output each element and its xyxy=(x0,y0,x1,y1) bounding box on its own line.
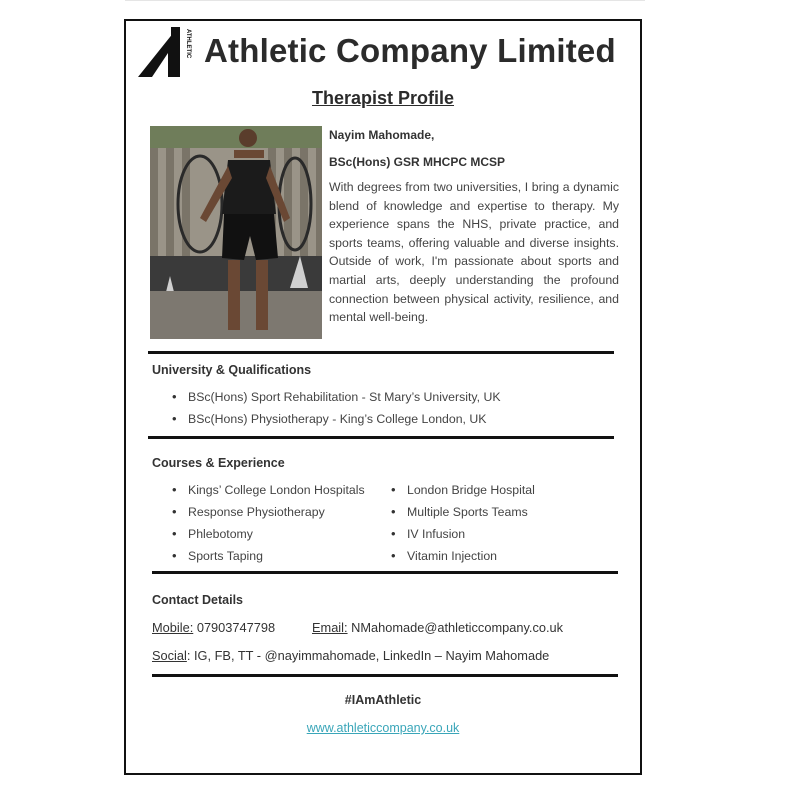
experience-item: • Multiple Sports Teams xyxy=(407,505,528,519)
therapist-bio: With degrees from two universities, I bring a dynamic blend of knowledge and expertise to therapy. My experience spans the NHS, private practice, and sports teams, offering valuable and diverse insights. Outside of work, I'm passionate about sports and martial arts, deeply understanding the profound connection between physical activity, resilience, and mental well-being. xyxy=(329,180,619,325)
mobile-label: Mobile: xyxy=(152,620,194,635)
experience-item: • Response Physiotherapy xyxy=(188,505,325,519)
qualification-item: • BSc(Hons) Physiotherapy - King’s College London, UK xyxy=(188,412,486,426)
qualifications-heading: University & Qualifications xyxy=(152,363,312,377)
section-divider xyxy=(148,436,614,439)
section-divider xyxy=(152,674,618,677)
mobile-number: 07903747798 xyxy=(196,620,276,635)
website-link[interactable]: www.athleticcompany.co.uk xyxy=(306,721,460,735)
hashtag: #IAmAthletic xyxy=(344,693,422,707)
experience-item: • Phlebotomy xyxy=(188,527,253,541)
experience-item: • Vitamin Injection xyxy=(407,549,497,563)
therapist-photo xyxy=(150,126,322,339)
page-title: Therapist Profile xyxy=(311,88,455,108)
experience-item: • Kings’ College London Hospitals xyxy=(188,483,365,497)
company-name: Athletic Company Limited xyxy=(204,32,616,69)
experience-heading: Courses & Experience xyxy=(152,456,285,470)
social-label: Social xyxy=(152,648,187,663)
therapist-name: Nayim Mahomade, xyxy=(329,128,435,142)
profile-document xyxy=(124,19,642,775)
athletic-logo xyxy=(138,27,190,77)
email-label: Email: xyxy=(312,620,348,635)
social-line xyxy=(152,648,549,663)
experience-item: • Sports Taping xyxy=(188,549,263,563)
experience-item: • London Bridge Hospital xyxy=(407,483,535,497)
contact-heading: Contact Details xyxy=(152,593,243,607)
social-handles: : IG, FB, TT - @nayimmahomade, LinkedIn – Nayim Mahomade xyxy=(186,648,550,663)
therapist-credentials: BSc(Hons) GSR MHCPC MCSP xyxy=(329,155,506,169)
section-divider xyxy=(148,351,614,354)
top-edge-line xyxy=(125,0,645,1)
email-address: NMahomade@athleticcompany.co.uk xyxy=(351,620,564,635)
section-divider xyxy=(152,571,618,574)
experience-item: • IV Infusion xyxy=(407,527,465,541)
qualification-item: • BSc(Hons) Sport Rehabilitation - St Mary’s University, UK xyxy=(188,390,501,404)
svg-text:ATHLETIC: ATHLETIC xyxy=(185,29,191,59)
email-line xyxy=(312,620,563,635)
mobile-line xyxy=(152,620,275,635)
